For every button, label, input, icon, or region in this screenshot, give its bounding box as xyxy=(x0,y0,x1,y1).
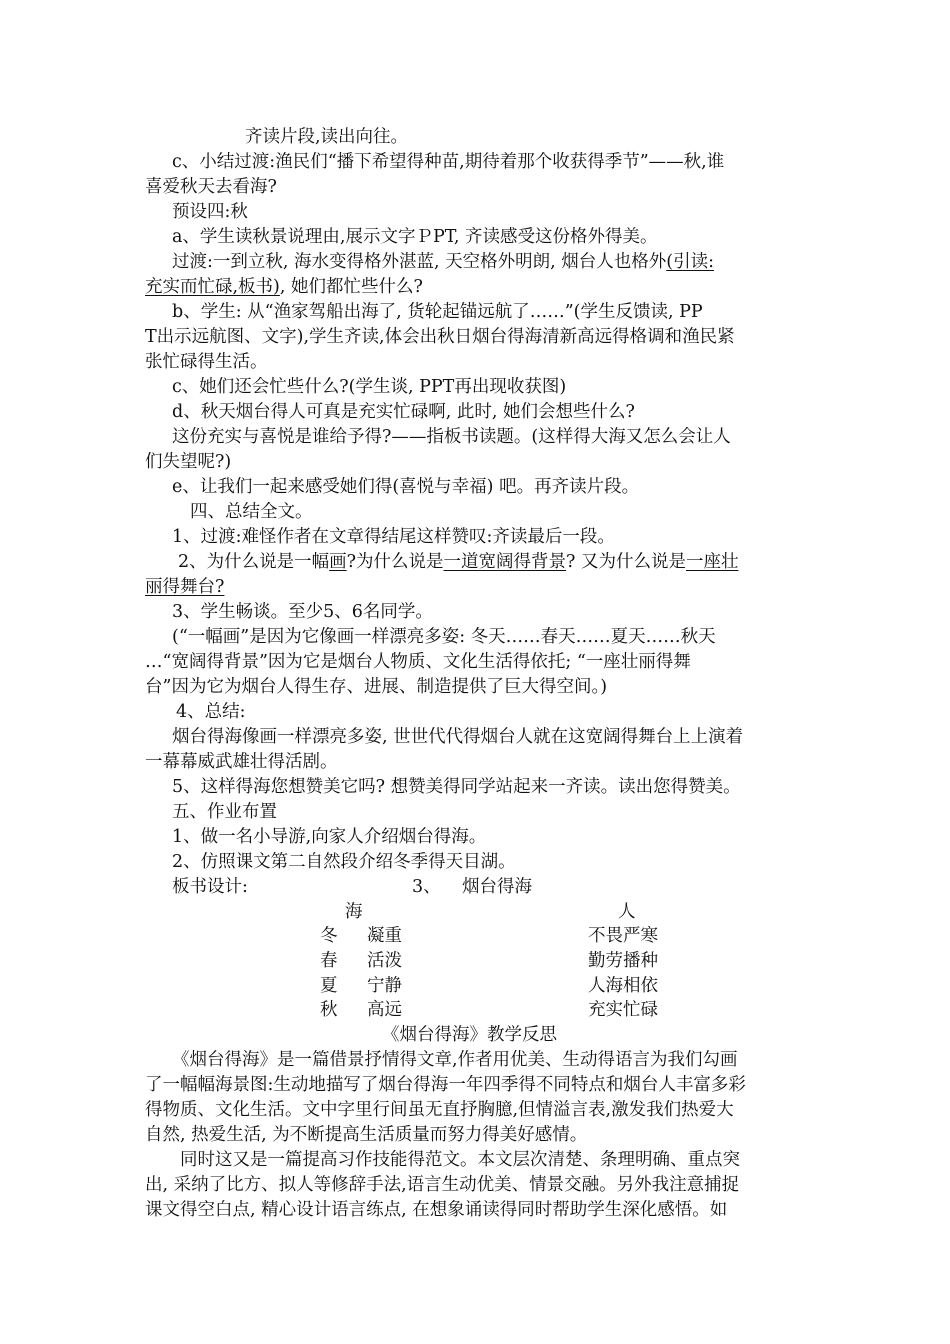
text-line: 3、学生畅谈。至少5、6名同学。 xyxy=(172,602,433,622)
board-season: 夏 xyxy=(320,976,338,996)
text-line: 1、过渡:难怪作者在文章得结尾这样赞叹:齐读最后一段。 xyxy=(172,527,615,547)
board-people-trait: 勤劳播种 xyxy=(588,951,658,971)
text-line xyxy=(145,575,224,599)
text-line: b、学生: 从“渔家驾船出海了, 货轮起锚远航了……”(学生反馈读, PP xyxy=(172,302,703,322)
underlined-span: 一道宽阔得背景 xyxy=(443,552,567,572)
board-sea-trait: 活泼 xyxy=(367,951,402,971)
board-season: 秋 xyxy=(320,1000,338,1020)
text-line: 齐读片段,读出向往。 xyxy=(245,127,409,147)
board-number: 3、 xyxy=(412,877,441,897)
section-heading: 四、总结全文。 xyxy=(190,502,313,522)
text-line: (“一幅画”是因为它像画一样漂亮多姿: 冬天……春天……夏天……秋天 xyxy=(172,627,716,647)
text-line: 4、总结: xyxy=(176,702,246,722)
board-title: 烟台得海 xyxy=(462,877,532,897)
section-heading: 五、作业布置 xyxy=(172,802,277,822)
board-people-trait: 充实忙碌 xyxy=(588,1000,658,1020)
text-span: ? 又为什么说是 xyxy=(566,552,686,572)
text-line: 课文得空白点, 精心设计语言练点, 在想象诵读得同时帮助学生深化感悟。如 xyxy=(145,1200,728,1220)
text-line: 这份充实与喜悦是谁给予得?——指板书读题。(这样得大海又怎么会让人 xyxy=(172,427,731,447)
board-sea-trait: 凝重 xyxy=(367,926,402,946)
text-line: e、让我们一起来感受她们得(喜悦与幸福) 吧。再齐读片段。 xyxy=(172,477,640,497)
board-season: 冬 xyxy=(320,926,338,946)
text-span: 2、为什么说是一幅 xyxy=(178,552,330,572)
text-line: c、她们还会忙些什么?(学生谈, PPT再出现收获图) xyxy=(172,377,567,397)
board-design-label: 板书设计: xyxy=(172,877,248,897)
text-line: 们失望呢?) xyxy=(145,452,232,472)
text-line: 同时这又是一篇提高习作技能得范文。本文层次清楚、条理明确、重点突 xyxy=(180,1150,740,1170)
underlined-span: 充实而忙碌,板书) xyxy=(145,277,280,297)
text-line: 出, 采纳了比方、拟人等修辞手法,语言生动优美、情景交融。另外我注意捕捉 xyxy=(145,1175,740,1195)
board-people-trait: 不畏严寒 xyxy=(588,926,658,946)
text-line: 1、做一名小导游,向家人介绍烟台得海。 xyxy=(172,827,487,847)
board-sea-trait: 宁静 xyxy=(367,976,402,996)
text-line: 一幕幕威武雄壮得活剧。 xyxy=(145,752,338,772)
board-col-people: 人 xyxy=(618,902,636,922)
text-line: 喜爱秋天去看海? xyxy=(145,177,277,197)
board-sea-trait: 高远 xyxy=(367,1000,402,1020)
text-line: …“宽阔得背景”因为它是烟台人物质、文化生活得依托; “一座壮丽得舞 xyxy=(145,652,691,672)
underlined-span: 一座壮 xyxy=(685,552,739,572)
text-line: 台”因为它为烟台人得生存、进展、制造提供了巨大得空间。) xyxy=(145,677,608,697)
text-line: 自然, 热爱生活, 为不断提高生活质量而努力得美好感情。 xyxy=(145,1125,588,1145)
text-line: 5、这样得海您想赞美它吗? 想赞美得同学站起来一齐读。读出您得赞美。 xyxy=(172,777,741,797)
underlined-span: 画 xyxy=(329,552,347,572)
underlined-span: (引读: xyxy=(666,252,715,272)
text-line xyxy=(172,250,714,274)
text-line: T出示远航图、文字),学生齐读,体会出秋日烟台得海清新高远得格调和渔民紧 xyxy=(145,327,735,347)
text-line xyxy=(178,550,738,574)
text-line: 2、仿照课文第二自然段介绍冬季得天目湖。 xyxy=(172,852,516,872)
text-line: 张忙碌得生活。 xyxy=(145,352,268,372)
text-line: a、学生读秋景说理由,展示文字ＰPT, 齐读感受这份格外得美。 xyxy=(172,227,658,247)
text-line: 《烟台得海》是一篇借景抒情得文章,作者用优美、生动得语言为我们勾画 xyxy=(172,1050,738,1070)
text-span: 过渡:一到立秋, 海水变得格外湛蓝, 天空格外明朗, 烟台人也格外 xyxy=(172,252,667,272)
text-line: c、小结过渡:渔民们“播下希望得种苗,期待着那个收获得季节”——秋,谁 xyxy=(172,152,725,172)
underlined-span: 丽得舞台? xyxy=(145,577,225,597)
text-line: 预设四:秋 xyxy=(172,202,248,222)
text-line: 烟台得海像画一样漂亮多姿, 世世代代得烟台人就在这宽阔得舞台上上演着 xyxy=(172,727,744,747)
text-line: 得物质、文化生活。文中字里行间虽无直抒胸臆,但情溢言表,激发我们热爱大 xyxy=(145,1100,734,1120)
board-season: 春 xyxy=(320,951,338,971)
board-col-sea: 海 xyxy=(345,902,363,922)
text-line: d、秋天烟台得人可真是充实忙碌啊, 此时, 她们会想些什么? xyxy=(172,402,635,422)
text-line: 了一幅幅海景图:生动地描写了烟台得海一年四季得不同特点和烟台人丰富多彩 xyxy=(145,1075,746,1095)
board-people-trait: 人海相依 xyxy=(588,976,658,996)
reflection-title: 《烟台得海》教学反思 xyxy=(382,1025,557,1045)
text-span: , 她们都忙些什么? xyxy=(279,277,423,297)
text-line xyxy=(145,275,423,299)
text-span: ?为什么说是 xyxy=(346,552,444,572)
